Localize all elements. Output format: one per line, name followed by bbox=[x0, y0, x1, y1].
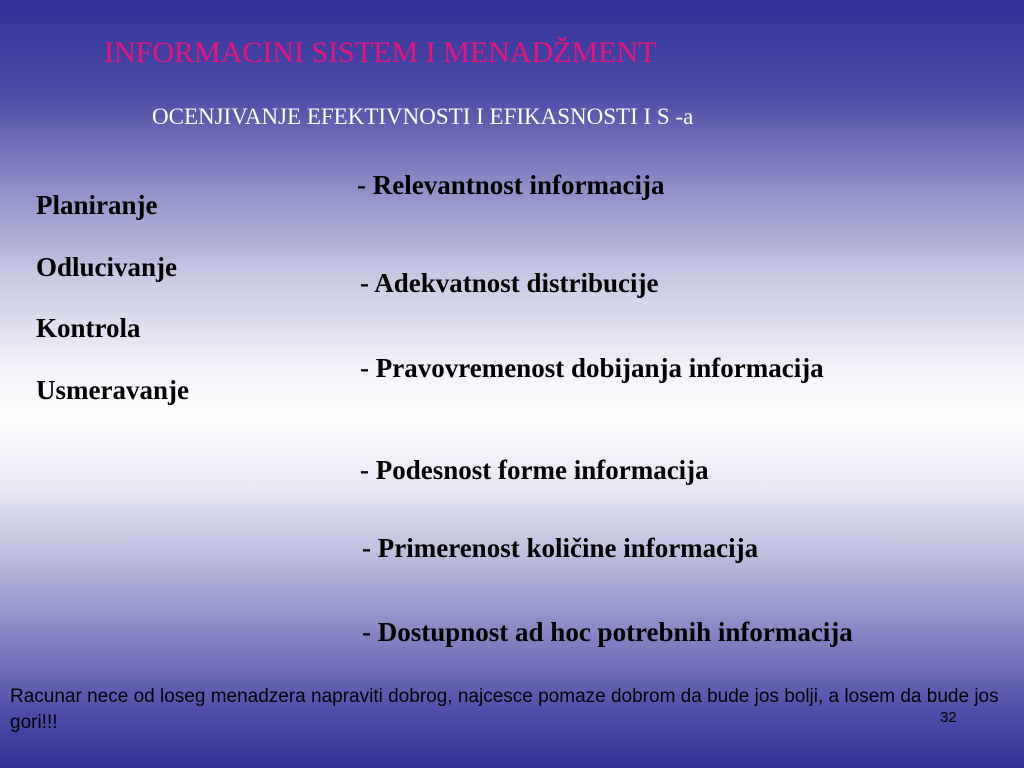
criterion-primerenost: - Primerenost količine informacija bbox=[362, 533, 759, 563]
function-item-usmeravanje: Usmeravanje bbox=[36, 375, 189, 405]
criterion-podesnost: - Podesnost forme informacija bbox=[360, 455, 709, 485]
criterion-adekvatnost: - Adekvatnost distribucije bbox=[360, 268, 659, 298]
criterion-pravovremenost: - Pravovremenost dobijanja informacija bbox=[360, 353, 824, 383]
page-number: 32 bbox=[940, 709, 957, 726]
criterion-relevantnost: - Relevantnost informacija bbox=[357, 170, 665, 200]
function-item-kontrola: Kontrola bbox=[36, 313, 141, 343]
slide-subtitle: OCENJIVANJE EFEKTIVNOSTI I EFIKASNOSTI I S -a bbox=[152, 104, 694, 129]
function-item-odlucivanje: Odlucivanje bbox=[36, 252, 178, 282]
criterion-dostupnost: - Dostupnost ad hoc potrebnih informacija bbox=[362, 617, 853, 647]
slide-footnote: Racunar nece od loseg menadzera napraviti dobrog, najcesce pomaze dobrom da bude jos bolji, a losem da bude jos gori!!! bbox=[10, 686, 999, 733]
slide-title: INFORMACINI SISTEM I MENADŽMENT bbox=[104, 36, 657, 69]
function-item-planiranje: Planiranje bbox=[36, 190, 158, 220]
